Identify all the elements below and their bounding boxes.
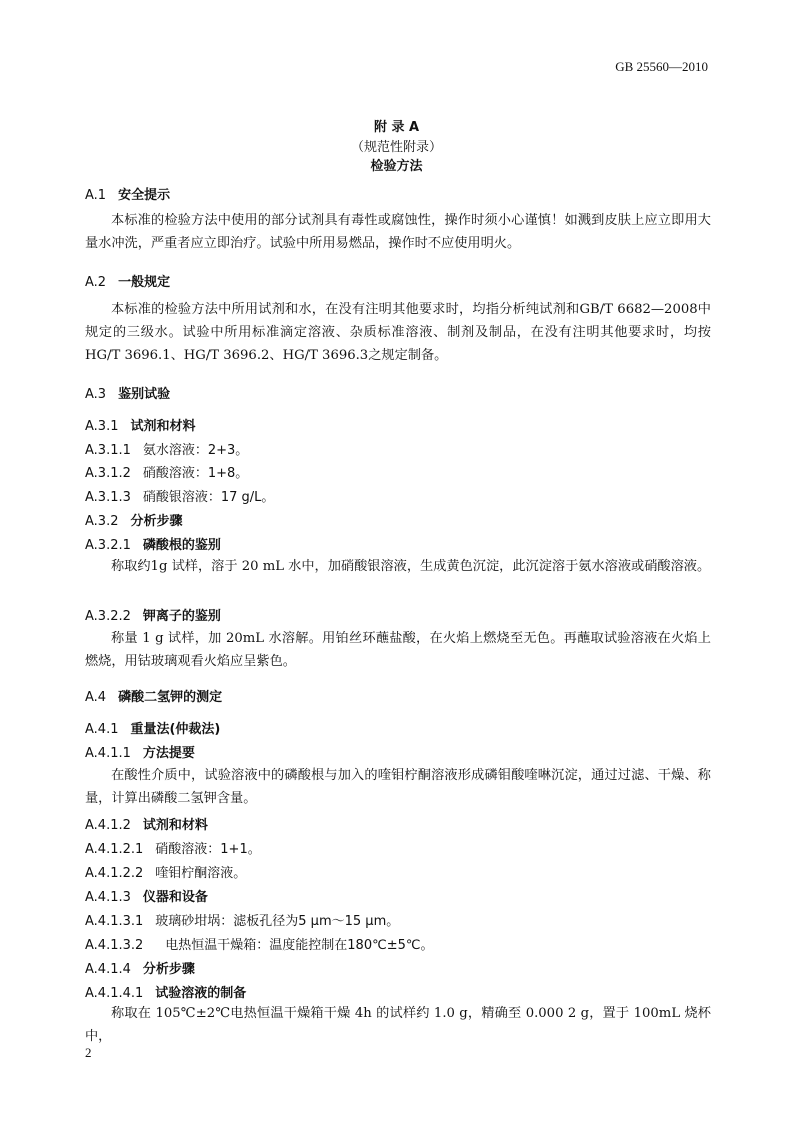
section-text: 硝酸溶液：1+8。	[142, 466, 249, 481]
section-heading	[85, 271, 170, 290]
section-text: 喹钼柠酮溶液。	[155, 866, 247, 881]
section-heading	[85, 742, 195, 761]
appendix-title: 检验方法	[370, 159, 423, 174]
paragraph: 称量 1 g 试样，加 20mL 水溶解。用铂丝环蘸盐酸，在火焰上燃烧至无色。再蘸取试验溶液在火焰上燃烧，用钴玻璃观看火焰应呈紫色。	[85, 631, 711, 669]
section-text: 硝酸银溶液：17 g/L。	[142, 490, 275, 505]
section-heading	[85, 910, 399, 929]
section-heading	[85, 958, 195, 977]
section-number: A.4.1.1	[85, 746, 131, 761]
section-title: 磷酸根的鉴别	[142, 538, 221, 553]
standard-number: GB 25560—2010	[615, 59, 708, 74]
paragraph: 本标准的检验方法中使用的部分试剂具有毒性或腐蚀性，操作时须小心谨慎！如溅到皮肤上应立即用大量水冲洗，严重者应立即治疗。试验中所用易燃品，操作时不应使用明火。	[85, 213, 711, 251]
section-heading	[85, 184, 170, 203]
section-title: 分析步骤	[130, 514, 183, 529]
section-number: A.4.1.4	[85, 962, 131, 977]
section-heading	[85, 439, 248, 458]
section-text: 氨水溶液：2+3。	[142, 443, 249, 458]
appendix-type: （规范性附录）	[350, 140, 442, 155]
paragraph: 称取约1g 试样，溶于 20 mL 水中，加硝酸银溶液，生成黄色沉淀，此沉淀溶于氨水溶液或硝酸溶液。	[111, 559, 711, 574]
section-title: 试剂和材料	[142, 818, 208, 833]
section-heading	[85, 934, 433, 953]
section-number: A.3.1	[85, 419, 119, 434]
section-number: A.4.1.2.2	[85, 866, 144, 881]
section-title: 方法提要	[142, 746, 195, 761]
page-number: 2	[85, 1045, 92, 1060]
section-heading	[85, 718, 220, 737]
section-number: A.3	[85, 387, 107, 402]
section-title: 鉴别试验	[118, 387, 171, 402]
section-number: A.3.1.1	[85, 443, 131, 458]
section-number: A.3.1.3	[85, 490, 131, 505]
section-title: 试验溶液的制备	[155, 986, 247, 1001]
section-text: 玻璃砂坩埚：滤板孔径为5 μm～15 μm。	[155, 914, 400, 929]
section-number: A.3.2.2	[85, 609, 131, 624]
section-number: A.4.1.2.1	[85, 842, 144, 857]
section-heading	[85, 415, 196, 434]
appendix-label: 附 录 A	[373, 120, 420, 135]
paragraph: 本标准的检验方法中所用试剂和水，在没有注明其他要求时，均指分析纯试剂和GB/T 6682—2008中规定的三级水。试验中所用标准滴定溶液、杂质标准溶液、制剂及制品，在没有注明其他要求时，均按HG/T 3696.1、HG/T 3696.2、HG/T 3696.3之规定制备。	[85, 302, 711, 363]
section-title: 仪器和设备	[142, 890, 208, 905]
section-title: 钾离子的鉴别	[142, 609, 221, 624]
section-heading	[85, 838, 261, 857]
section-number: A.4.1.3	[85, 890, 131, 905]
section-number: A.4.1.2	[85, 818, 131, 833]
section-title: 分析步骤	[142, 962, 195, 977]
section-heading	[85, 462, 248, 481]
section-title: 一般规定	[118, 275, 171, 290]
section-title: 重量法(仲裁法)	[130, 722, 221, 737]
section-number: A.3.2	[85, 514, 119, 529]
section-number: A.4.1.4.1	[85, 986, 144, 1001]
section-heading	[85, 886, 208, 905]
section-text: 电热恒温干燥箱：温度能控制在180℃±5℃。	[165, 938, 434, 953]
section-number: A.4.1	[85, 722, 119, 737]
section-heading	[85, 862, 246, 881]
section-number: A.3.2.1	[85, 538, 131, 553]
section-title: 试剂和材料	[130, 419, 196, 434]
section-heading	[85, 383, 170, 402]
section-heading	[85, 814, 208, 833]
section-number: A.4.1.3.1	[85, 914, 144, 929]
section-number: A.3.1.2	[85, 466, 131, 481]
section-number: A.2	[85, 275, 107, 290]
section-heading	[85, 686, 222, 705]
section-heading	[85, 605, 221, 624]
section-heading	[85, 510, 183, 529]
section-text: 硝酸溶液：1+1。	[155, 842, 261, 857]
section-heading	[85, 486, 274, 505]
section-heading	[85, 534, 221, 553]
section-number: A.4	[85, 690, 107, 705]
section-number: A.1	[85, 188, 107, 203]
section-heading	[85, 982, 246, 1001]
section-title: 磷酸二氢钾的测定	[118, 690, 223, 705]
paragraph: 在酸性介质中，试验溶液中的磷酸根与加入的喹钼柠酮溶液形成磷钼酸喹啉沉淀，通过过滤、干燥、称量，计算出磷酸二氢钾含量。	[85, 768, 711, 806]
section-number: A.4.1.3.2	[85, 938, 144, 953]
paragraph: 称取在 105℃±2℃电热恒温干燥箱干燥 4h 的试样约 1.0 g，精确至 0.000 2 g，置于 100mL 烧杯中，	[85, 1006, 711, 1044]
section-title: 安全提示	[118, 188, 171, 203]
